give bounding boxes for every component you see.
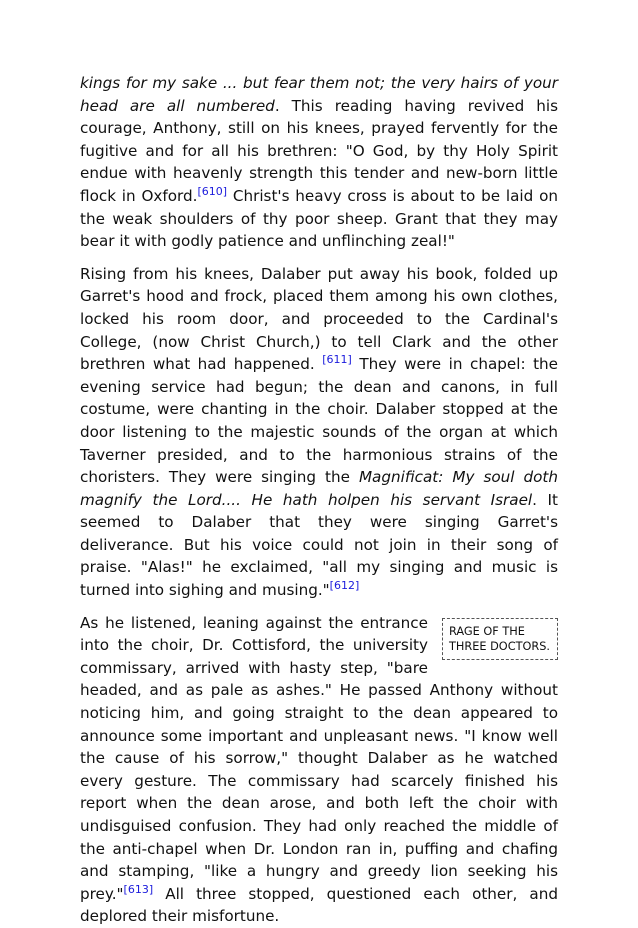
text-run: Christ's heavy cross is about to be laid on the weak shoulders of thy poor sheep. Grant that they may bear it with godly patience and unflinching zeal!" bbox=[80, 186, 558, 251]
footnote-link[interactable]: [612] bbox=[329, 579, 360, 593]
footnote-ref-613[interactable] bbox=[124, 883, 154, 896]
paragraph bbox=[80, 612, 558, 928]
text-run: All three stopped, questioned each other, and deplored their misfortune. bbox=[80, 884, 558, 926]
paragraph bbox=[80, 263, 558, 602]
footnote-link[interactable]: [610] bbox=[197, 184, 228, 198]
text-run: . This reading having revived his courage, Anthony, still on his knees, prayed fervently for the fugitive and for all his brethren: "O God, by thy Holy Spirit endue with heavenly strength this tender and new-born little flock in Oxford. bbox=[80, 96, 558, 205]
text-run: Rising from his knees, Dalaber put away his book, folded up Garret's hood and frock, placed them among his own clothes, locked his room door, and proceeded to the Cardinal's College, (now Christ Church,) to tell Clark and the other brethren what had happened. bbox=[80, 264, 558, 374]
footnote-ref-611[interactable] bbox=[322, 353, 352, 366]
footnote-ref-610[interactable] bbox=[197, 185, 227, 198]
footnote-ref-612[interactable] bbox=[330, 579, 360, 592]
footnote-link[interactable]: [611] bbox=[322, 353, 352, 367]
text-run: They were in chapel: the evening service had begun; the dean and canons, in full costume, were chanting in the choir. Dalaber stopped at the door listening to the majestic sounds of the organ at which Taverner presided, and to the harmonious strains of the choristers. They were singing the bbox=[80, 355, 559, 487]
italic-text: Magnificat: My soul doth magnify the Lord.... He hath holpen his servant Israel bbox=[80, 468, 558, 509]
italic-text: kings for my sake ... but fear them not; the very hairs of your head are all numbered bbox=[80, 74, 558, 115]
page-body bbox=[80, 72, 558, 928]
sidenote: RAGE OF THE THREE DOCTORS. bbox=[442, 618, 558, 660]
footnote-link[interactable]: [613] bbox=[123, 882, 154, 896]
text-run: . It seemed to Dalaber that they were singing Garret's deliverance. But his voice could not join in their song of praise. "Alas!" he exclaimed, "all my singing and music is turned into sighing and musing." bbox=[80, 490, 558, 600]
paragraph bbox=[80, 72, 558, 253]
text-run: As he listened, leaning against the entrance into the choir, Dr. Cottisford, the university commissary, arrived with hasty step, "bare headed, and as pale as ashes." He passed Anthony without noticing him, and going straight to the dean appeared to announce some important and unpleasant news. "I know well the cause of his sorrow," thought Dalaber as he watched every gesture. The commissary had scarcely finished his report when the dean arose, and both left the choir with undisguised confusion. They had only reached the middle of the anti-chapel when Dr. London ran in, puffing and chafing and stamping, "like a hungry and greedy lion seeking his prey." bbox=[80, 613, 558, 903]
